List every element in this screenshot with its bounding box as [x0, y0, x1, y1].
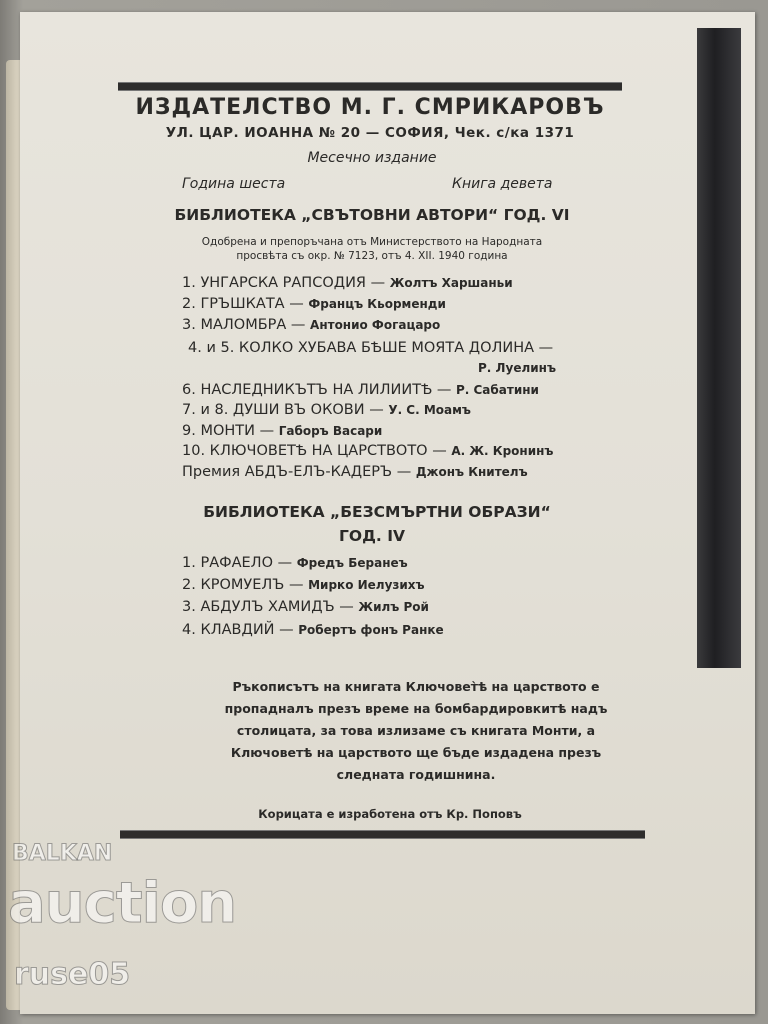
publisher-name: ИЗДАТЕЛСТВО М. Г. СМРИКАРОВЪ	[135, 95, 605, 120]
dash: —	[366, 275, 390, 291]
year-label: Година шеста	[182, 176, 286, 192]
book-author: Жолтъ Харшаньи	[389, 276, 513, 290]
library1-title: БИБЛИОТЕКА „СВЪТОВНИ АВТОРИ“ ГОД. VI	[174, 206, 570, 224]
book-title: 9. МОНТИ	[182, 423, 255, 439]
list-item	[182, 623, 444, 638]
book-author: А. Ж. Кронинъ	[451, 444, 554, 458]
note-line: следната годишнина.	[336, 767, 496, 782]
book-author: Фредъ Беранеъ	[296, 556, 408, 570]
note-line: пропадналъ презъ време на бомбардировкитѣ надъ	[224, 701, 608, 716]
book-title: 2. ГРЪШКАТА	[182, 296, 285, 312]
list-item	[182, 578, 425, 593]
dash: —	[334, 599, 359, 615]
library2-title: БИБЛИОТЕКА „БЕЗСМЪРТНИ ОБРАЗИ“	[203, 503, 551, 521]
book-label: Книга девета	[452, 176, 553, 192]
list-item	[182, 600, 429, 615]
list-item	[182, 318, 440, 333]
list-item	[182, 444, 553, 459]
list-item	[182, 297, 446, 312]
top-rule	[118, 82, 622, 91]
dash: —	[534, 340, 554, 356]
book-title: 3. МАЛОМБРА	[182, 317, 287, 333]
bottom-rule	[120, 830, 645, 839]
book-title: 3. АБДУЛЪ ХАМИДЪ	[182, 599, 335, 615]
book-title: 4. и 5. КОЛКО ХУБАВА БѢШЕ МОЯТА ДОЛИНА	[188, 340, 535, 356]
book-spine	[697, 28, 741, 668]
list-item	[182, 424, 382, 439]
book-title: 6. НАСЛЕДНИКЪТЪ НА ЛИЛИИТѢ	[182, 382, 433, 398]
list-item	[182, 465, 528, 480]
approval-line-1: Одобрена и препоръчана отъ Министерството на Народната	[201, 236, 543, 248]
dash: —	[274, 622, 299, 638]
book-author: Мирко Иелузихъ	[308, 578, 425, 592]
dash: —	[284, 296, 309, 312]
watermark-ruse05: ruse05	[14, 957, 131, 992]
book-author: Р. Луелинъ	[478, 361, 556, 375]
book-title: 1. РАФАЕЛО	[182, 555, 273, 571]
dash: —	[364, 402, 389, 418]
book-author: Жилъ Рой	[358, 600, 429, 614]
list-item	[182, 403, 471, 418]
publisher-address: УЛ. ЦАР. ИОАННА № 20 — СОФИЯ, Чек. с/ка 1371	[165, 125, 575, 141]
cover-credit: Корицата е изработена отъ Кр. Поповъ	[258, 807, 522, 821]
note-line: Ръкописътъ на книгата Ключовет̀ѣ на царството е	[232, 679, 600, 694]
book-author: Джонъ Кнителъ	[415, 465, 528, 479]
book-author: Францъ Кьорменди	[308, 297, 446, 311]
book-title: 4. КЛАВДИЙ	[182, 622, 275, 638]
library2-year: ГОД. IV	[339, 527, 405, 545]
dash: —	[254, 423, 279, 439]
dash: —	[273, 555, 297, 571]
edition: Месечно издание	[307, 150, 437, 166]
dash: —	[286, 317, 311, 333]
book-author: Р. Сабатини	[455, 383, 539, 397]
watermark-balkan: BALKAN	[12, 841, 113, 866]
book-author: У. С. Моамъ	[388, 403, 471, 417]
list-item	[182, 556, 408, 571]
dash: —	[432, 382, 456, 398]
approval-line-2: просвѣта съ окр. № 7123, отъ 4. XII. 1940 година	[236, 250, 508, 262]
list-item	[182, 383, 539, 398]
dash: —	[427, 443, 452, 459]
book-title: 10. КЛЮЧОВЕТѢ НА ЦАРСТВОТО	[182, 443, 428, 459]
book-title: 7. и 8. ДУШИ ВЪ ОКОВИ	[182, 402, 365, 418]
watermark-auction: auction	[8, 871, 237, 936]
book-author: Робертъ фонъ Ранке	[298, 623, 444, 637]
book-title: 2. КРОМУЕЛЪ	[182, 577, 285, 593]
book-author: Антонио Фогацаро	[310, 318, 441, 332]
dash: —	[284, 577, 309, 593]
book-title: Премия АБДЪ-ЕЛЪ-КАДЕРЪ	[182, 464, 393, 480]
dash: —	[392, 464, 416, 480]
note-line: Ключоветѣ на царството ще бъде издадена презъ	[230, 745, 602, 760]
list-item	[188, 340, 556, 375]
note-line: столицата, за това излизаме съ книгата Монти, а	[236, 723, 596, 738]
book-title: 1. УНГАРСКА РАПСОДИЯ	[182, 275, 366, 291]
list-item	[182, 276, 513, 291]
book-author: Габоръ Васари	[278, 424, 383, 438]
